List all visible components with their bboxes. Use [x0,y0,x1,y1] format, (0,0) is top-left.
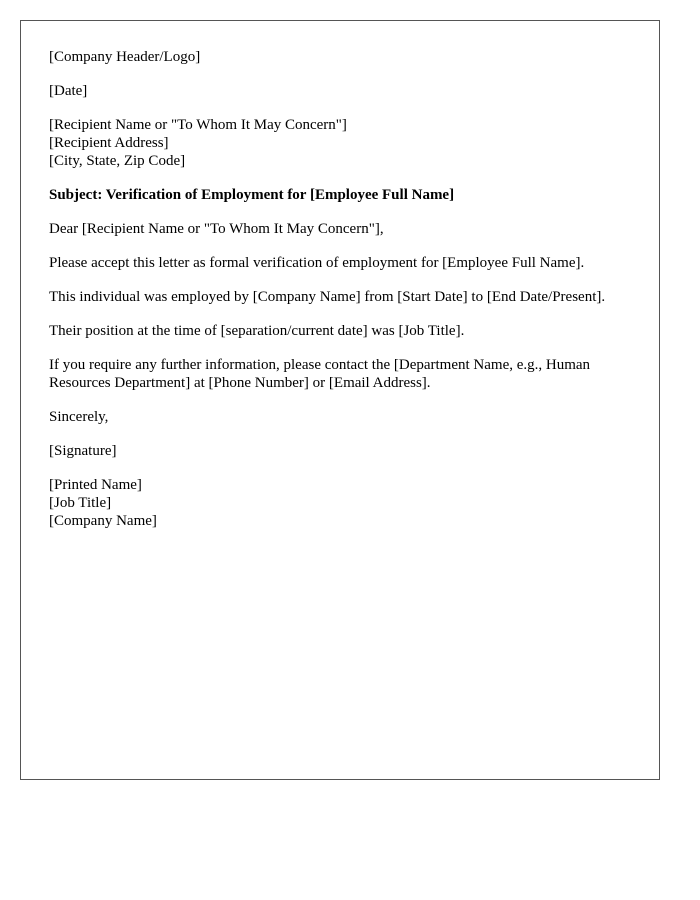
paragraph-employment-dates: This individual was employed by [Company Name] from [Start Date] to [End Date/Present]. [49,289,606,305]
printed-name: [Printed Name] [49,477,142,493]
salutation: Dear [Recipient Name or "To Whom It May Concern"], [49,221,384,237]
closing: Sincerely, [49,409,109,425]
recipient-name: [Recipient Name or "To Whom It May Concern"] [49,117,347,133]
signoff-company: [Company Name] [49,513,157,529]
paragraph-contact: If you require any further information, please contact the [Department Name, e.g., Human Resources Department] at [Phone Number] or [Email Address]. [49,357,591,391]
letter-page [20,20,660,780]
recipient-address: [Recipient Address] [49,135,169,151]
company-header: [Company Header/Logo] [49,49,201,65]
signature: [Signature] [49,443,117,459]
signoff-job-title: [Job Title] [49,495,112,511]
subject-line: Subject: Verification of Employment for [Employee Full Name] [49,187,455,203]
recipient-block [49,116,631,170]
signoff-block [49,476,631,530]
recipient-city: [City, State, Zip Code] [49,153,186,169]
paragraph-verification: Please accept this letter as formal verification of employment for [Employee Full Name]. [49,255,585,271]
letter-date: [Date] [49,83,88,99]
paragraph-position: Their position at the time of [separation/current date] was [Job Title]. [49,323,465,339]
